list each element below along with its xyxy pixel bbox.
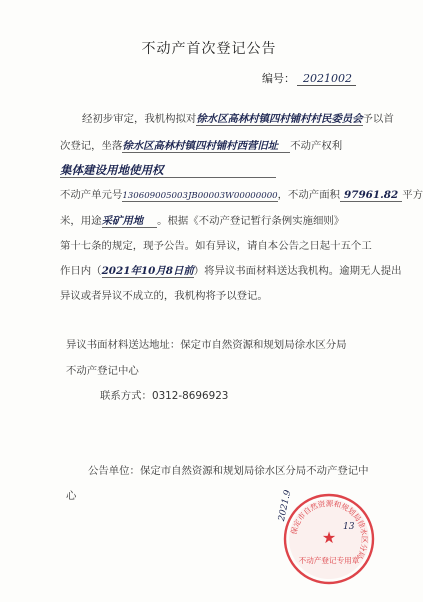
body-line-6: 第十七条的规定，现予公告。如有异议，请自本公告之日起十五个工 (60, 240, 372, 252)
svg-text:不动产登记专用章: 不动产登记专用章 (298, 556, 360, 565)
line2-text-b: 不动产权利 (290, 140, 343, 152)
document-title: 不动产首次登记公告 (141, 41, 277, 57)
body-line-2 (60, 137, 342, 152)
announcing-unit: 公告单位：保定市自然资源和规划局徐水区分局不动产登记中 (88, 465, 369, 477)
seal-date-year: 2021.9 (277, 489, 294, 523)
announcing-unit-cont: 心 (66, 490, 77, 502)
body-line-3 (60, 162, 276, 178)
line4-text-a: 不动产单元号 (60, 189, 123, 201)
body-line-7 (60, 262, 402, 277)
property-usage: 采矿用地 (102, 215, 158, 228)
line7-text-a: 作日内（ (60, 265, 102, 277)
body-line-1 (82, 110, 394, 125)
unit-number: 130609005003JB00003W00000000 (122, 191, 278, 201)
body-line-4 (60, 186, 423, 201)
property-area: 97961.82 (340, 189, 402, 202)
line4-text-c: 平方 (402, 189, 423, 201)
submission-address-cont: 不动产登记中心 (66, 365, 139, 377)
applicant-name: 徐水区高林村镇四村铺村村民委员会 (196, 113, 363, 125)
line1-text-a: 经初步审定，我机构拟对 (82, 113, 197, 125)
serial-label: 编号： (262, 72, 295, 85)
property-location: 徐水区高林村镇四村铺村西营旧址 (122, 140, 290, 153)
official-seal (283, 493, 375, 585)
svg-text:★: ★ (321, 528, 337, 547)
body-line-8: 异议或者异议不成立的，我机构将予以登记。 (60, 290, 268, 302)
right-type: 集体建设用地使用权 (60, 163, 276, 178)
objection-deadline: 2021年10月8日前 (101, 265, 194, 277)
serial-number (262, 70, 356, 86)
line4-text-b: ，不动产面积 (277, 189, 340, 201)
line2-text-a: 次登记，坐落 (60, 140, 123, 152)
seal-date-day: 13 (343, 522, 355, 532)
line5-text-b: 。根据《不动产登记暂行条例实施细则》 (157, 215, 345, 227)
svg-text:保定市自然资源和规划局徐水区分局: 保定市自然资源和规划局徐水区分局 (289, 498, 370, 561)
line7-text-b: ）将异议书面材料送达我机构。逾期无人提出 (193, 265, 402, 277)
contact-phone: 联系方式：0312-8696923 (100, 390, 229, 402)
body-line-5 (60, 212, 344, 227)
line1-text-b: 予以首 (362, 113, 394, 125)
line5-text-a: 米，用途 (60, 215, 102, 227)
serial-value: 2021002 (297, 72, 356, 86)
submission-address: 异议书面材料送达地址：保定市自然资源和规划局徐水区分局 (66, 339, 347, 351)
